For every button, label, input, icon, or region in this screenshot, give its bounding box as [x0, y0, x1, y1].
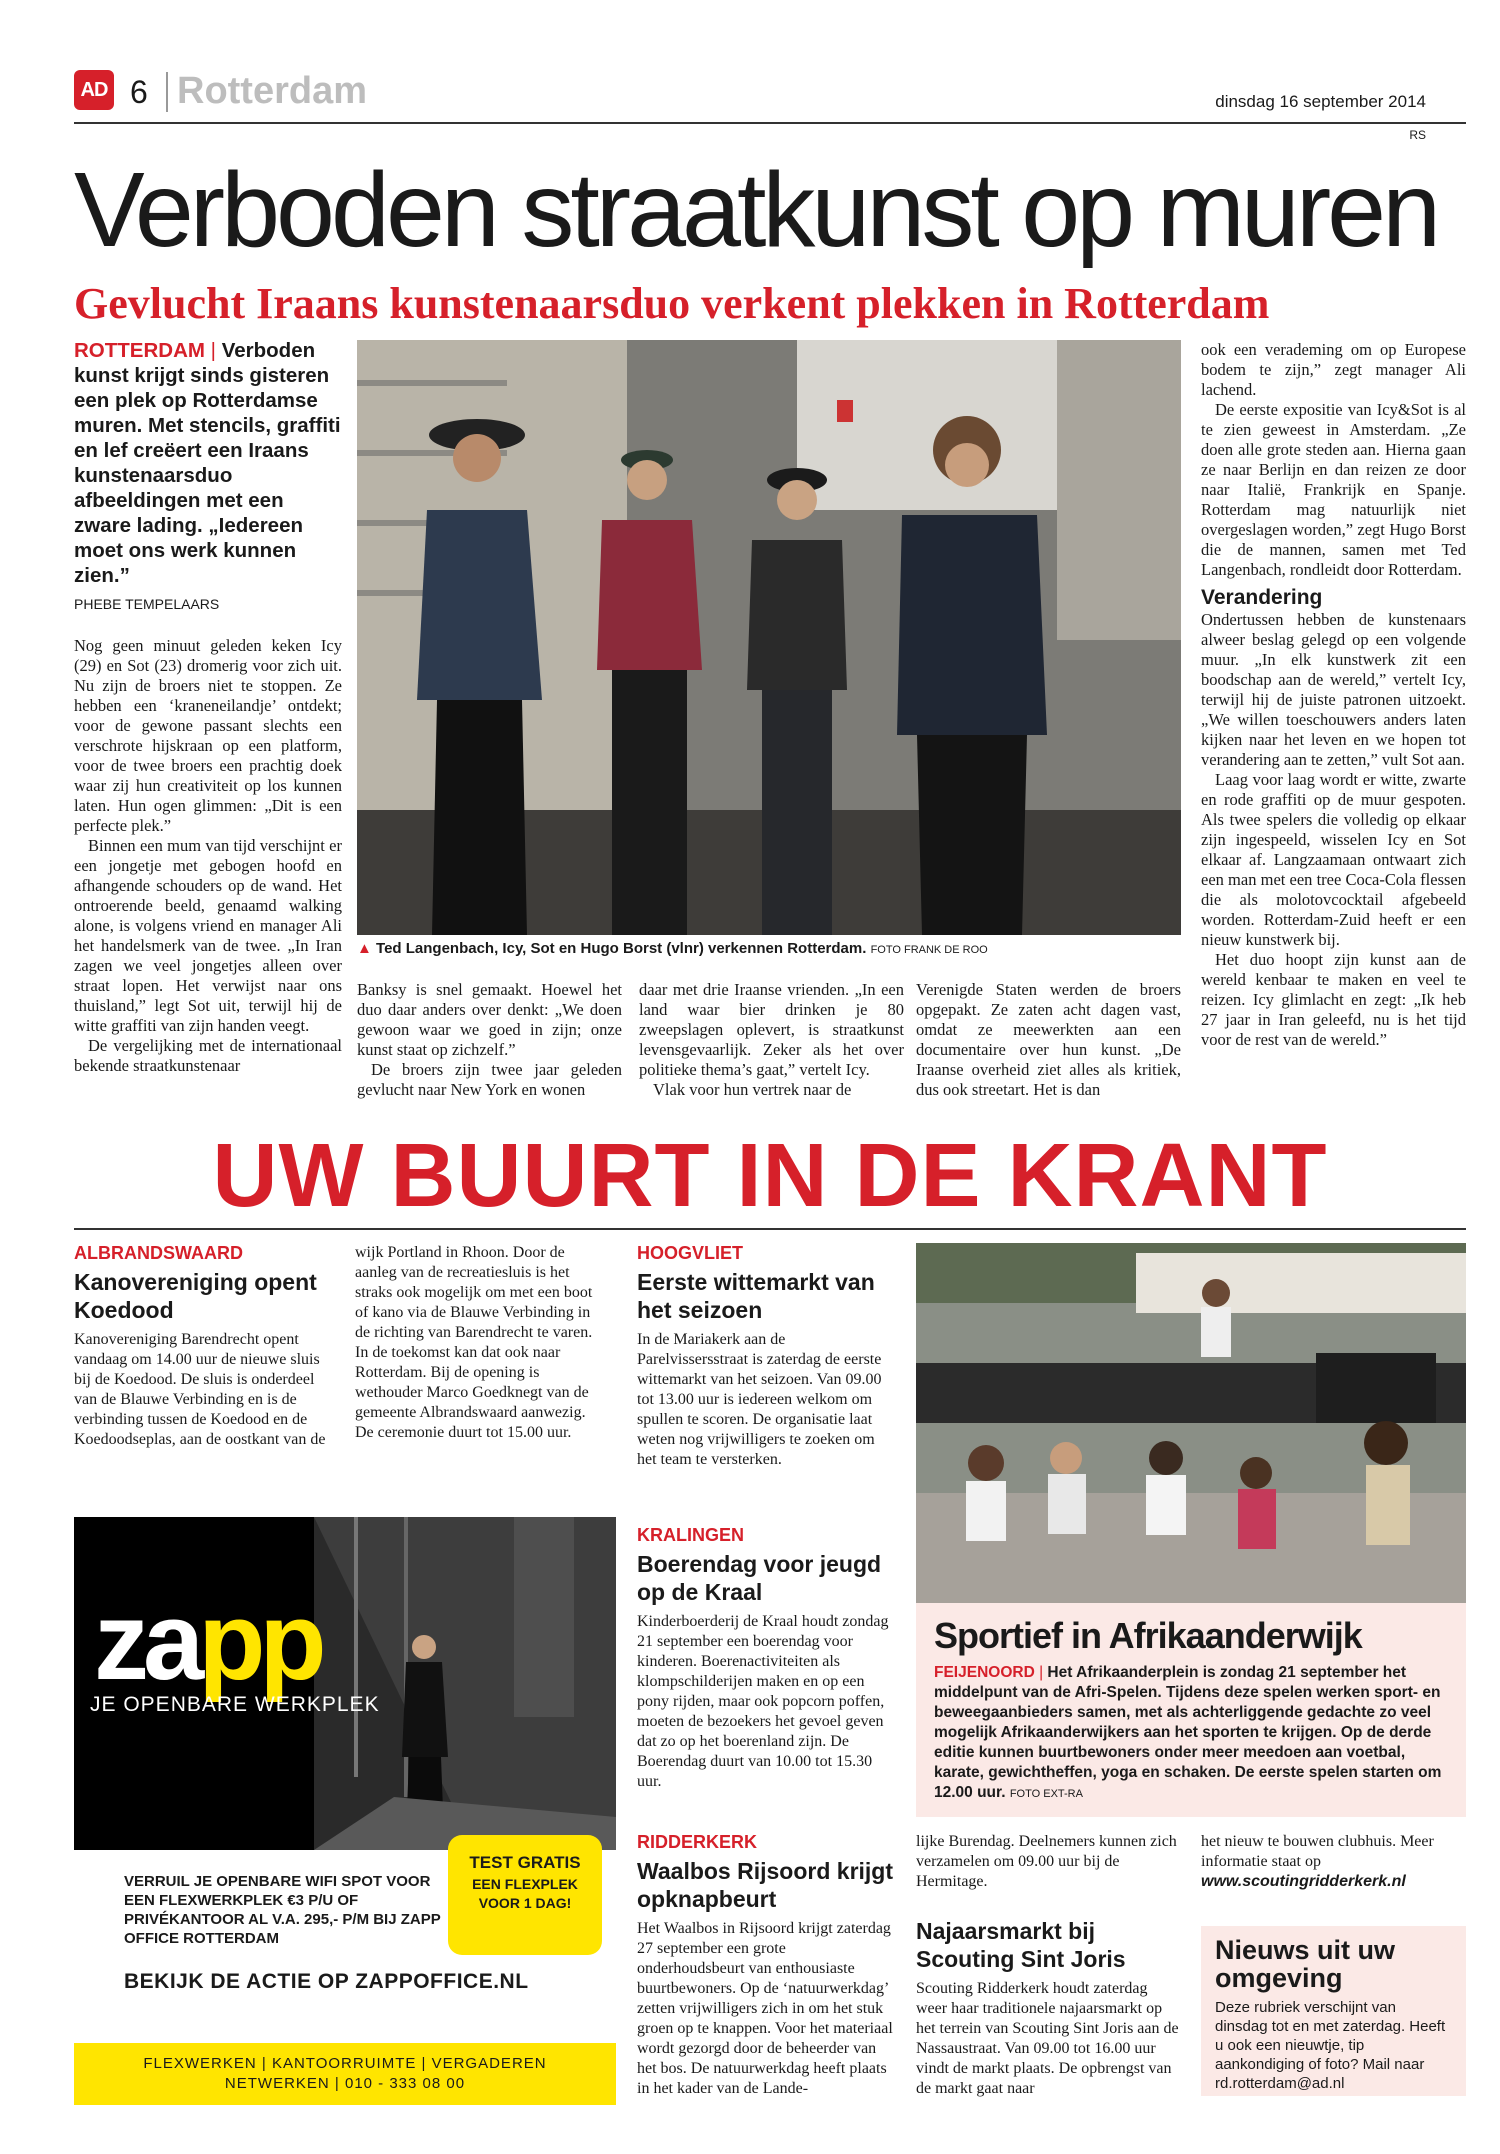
lead-text: Verboden kunst krijgt sinds gisteren een plek op Rotterdamse muren. Met stencils, graffiti en lef creëert een Iraans kunstenaarsduo afbeeldingen met een zware lading. „Iedereen moet ons werk kunnen zien.”	[74, 339, 341, 587]
ad-bubble-text: EEN FLEXPLEK VOOR 1 DAG!	[472, 1876, 578, 1911]
article-column-5	[1201, 340, 1466, 1050]
feature-text: FEIJENOORD | Het Afrikaanderplein is zondag 21 september het middelpunt van de Afri-Spelen. Tijdens deze spelen werken sport- en beweegaanbieders samen, met als achterliggende gedachte zo veel mogelijk Afrikaanderwijkers aan het sporten te krijgen. Op de derde editie kunnen buurtbewoners onder meer meedoen aan voetbal, karate, gewichtheffen, yoga en schaken. De eerste spelen starten om 12.00 uur. FOTO EXT-RA	[934, 1664, 1442, 1801]
zapp-logo: zapp	[94, 1580, 321, 1703]
article-subhead: Verandering	[1201, 586, 1323, 609]
nieuws-title: Nieuws uit uw omgeving	[1215, 1935, 1396, 1993]
paragraph: Het duo hoopt zijn kunst aan de wereld kenbaar te maken en veel te reizen. Icy glimlacht en zegt: „Ik heb 27 jaar in Iran geleefd, nu is het tijd voor de rest van de wereld.”	[1201, 950, 1466, 1049]
ad-footer-line: FLEXWERKEN | KANTOORRUIMTE | VERGADEREN	[143, 2055, 547, 2072]
paragraph: daar met drie Iraanse vrienden. „In een land waar bier drinken je 80 zweepslagen oplevert, is straatkunst levensgevaarlijk. Zeker als het over politieke thema’s gaat,” vertelt Icy.	[639, 980, 904, 1079]
paragraph: De broers zijn twee jaar geleden gevlucht naar New York en wonen	[357, 1060, 622, 1099]
paragraph: Ondertussen hebben de kunstenaars alweer beslag gelegd op een volgende muur. „In elk kunstwerk zit een boodschap aan de wereld,” vertelt Icy, terwijl hij de juiste patronen uitzoekt. „We willen toeschouwers anders laten kijken naar het leven en we hopen tot verandering aan te zetten,” vult Sot aan.	[1201, 610, 1466, 769]
ad-offer: VERRUIL JE OPENBARE WIFI SPOT VOOR EEN FLEXWERKPLEK €3 P/U OF PRIVÉKANTOOR AL V.A. 295,- P/M BIJ ZAPP OFFICE ROTTERDAM	[124, 1873, 441, 1947]
ad-logo: AD	[74, 70, 114, 110]
news-item-albrandswaard	[74, 1243, 336, 1450]
section-title: Rotterdam	[177, 70, 368, 112]
caption-triangle-icon: ▲	[357, 940, 372, 957]
edition-code: RS	[1409, 128, 1426, 142]
article-column-3	[639, 980, 904, 1100]
nieuws-box	[1201, 1926, 1466, 2096]
ad-office-image	[314, 1517, 616, 1850]
lead-kicker: ROTTERDAM	[74, 339, 205, 362]
news-text-continued: wijk Portland in Rhoon. Door de aanleg van de recreatiesluis is het straks ook mogelijk om met een boot of kano via de Blauwe Verbinding in de richting van Barendrecht te varen. In de toekomst kan dat ook naar Rotterdam. Bij de opening is wethouder Marco Goedknegt van de gemeente Albrandswaard aanwezig. De ceremonie duurt tot 15.00 uur.	[355, 1244, 593, 1441]
website-link[interactable]: www.scoutingridderkerk.nl	[1201, 1873, 1406, 1890]
paragraph: Laag voor laag wordt er witte, zwarte en rode graffiti op de muur gespoten. Als twee spelers die volledig op elkaar zijn ingespeeld, wisselen Icy en Sot elkaar af. Langzaamaan ontwaart zich een man met een tree Coca-Cola flessen die als molotovcocktail afgebeeld worden. Rotterdam-Zuid heeft er een nieuw kunstwerk bij.	[1201, 770, 1466, 949]
article-column-1	[74, 636, 342, 1076]
article-headline: Verboden straatkunst op muren	[74, 151, 1438, 269]
byline: PHEBE TEMPELAARS	[74, 596, 220, 612]
news-text: Kinderboerderij de Kraal houdt zondag 21 september een boerendag voor kinderen. Boerenactiviteiten als klompschilderijen maken en op een pony rijden, maar ook popcorn poffen, moeten de bezoekers het gevoel geven dat zo op het boerenland zijn. De Boerendag duurt van 10.00 tot 15.30 uur.	[637, 1613, 889, 1790]
paragraph: Binnen een mum van tijd verschijnt er een jongetje met gebogen hoofd en afhangende schouders op de wand. Het ontroerende beeld, genaamd walking alone, is volgens vriend en manager Ali het handelsmerk van de twee. „In Iran zagen we veel jongetjes alleen over straat lopen. Het verwijst naar ons thuisland,” legt Sot uit, terwijl hij de witte graffiti van zijn handen veegt.	[74, 836, 342, 1035]
news-text: Scouting Ridderkerk houdt zaterdag weer haar traditionele najaarsmarkt op het terrein van Scouting Sint Joris aan de Nassaustraat. Van 09.00 tot 16.00 uur vindt de markt plaats. De opbrengst van de markt gaat naar	[916, 1980, 1179, 2097]
photo-caption	[357, 940, 988, 957]
issue-date: dinsdag 16 september 2014	[1215, 92, 1426, 111]
article-column-2	[357, 980, 622, 1100]
paragraph: De vergelijking met de internationaal bekende straatkunstenaar	[74, 1036, 342, 1075]
zapp-advertisement[interactable]	[74, 1517, 616, 2105]
paragraph: Banksy is snel gemaakt. Hoewel het duo daar anders over denkt: „We doen gewoon waar we goed in zijn; onze kunst staat op zichzelf.”	[357, 980, 622, 1059]
paragraph: De eerste expositie van Icy&Sot is al te zien geweest in Amsterdam. „Ze doen alle grote steden aan. Hierna gaan ze naar Berlijn en dan reizen ze door naar Italië, Frankrijk en Spanje. Rotterdam mag natuurlijk niet overgeslagen worden,” zegt Hugo Borst die de mannen, samen met Ted Langenbach, rondleidt door Rotterdam.	[1201, 400, 1466, 579]
paragraph: Vlak voor hun vertrek naar de	[653, 1080, 852, 1099]
paragraph: Nog geen minuut geleden keken Icy (29) en Sot (23) dromerig voor zich uit. Nu zijn de broers niet te stoppen. Ze hebben een ‘kraneneilandje’ ontdekt; voor de gewone passant slechts een verschrote hijskraan op een platform, voor de twee broers een prachtig doek waar zij hun creativiteit op los kunnen laten. Hun ogen glimmen: „Dit is een perfecte plek.”	[74, 636, 342, 835]
news-item-kralingen	[637, 1525, 895, 1792]
news-title: Najaarsmarkt bij Scouting Sint Joris	[916, 1918, 1126, 1972]
news-item-hoogvliet	[637, 1243, 895, 1470]
ad-footer-line: NETWERKEN | 010 - 333 08 00	[224, 2075, 466, 2092]
news-kicker: HOOGVLIET	[637, 1243, 744, 1263]
news-text-continued	[1201, 1832, 1466, 1892]
feature-credit: FOTO EXT-RA	[1009, 1788, 1083, 1800]
ad-tagline: JE OPENBARE WERKPLEK	[90, 1693, 380, 1716]
ad-footer	[74, 2043, 616, 2105]
article-subheadline: Gevlucht Iraans kunstenaarsduo verkent plekken in Rotterdam	[74, 279, 1270, 328]
article-photo	[357, 340, 1181, 935]
ad-cta[interactable]: BEKIJK DE ACTIE OP ZAPPOFFICE.NL	[124, 1970, 529, 1993]
article-column-4	[916, 980, 1181, 1100]
feature-title: Sportief in Afrikaanderwijk	[934, 1615, 1362, 1656]
banner-rule	[74, 1228, 1466, 1230]
news-title: Kanovereniging opent Koedood	[74, 1269, 317, 1323]
lead-block	[74, 338, 342, 612]
header-divider	[166, 72, 168, 112]
news-title: Waalbos Rijsoord krijgt opknapbeurt	[637, 1858, 894, 1912]
news-item-scouting	[916, 1913, 1181, 2099]
nieuws-text: Deze rubriek verschijnt van dinsdag tot en met zaterdag. Heeft u ook een nieuwtje, tip aankondiging of foto? Mail naar rd.rotterdam@ad.nl	[1215, 1999, 1446, 2092]
paragraph: ook een verademing om op Europese bodem te zijn,” zegt manager Ali lachend.	[1201, 340, 1466, 399]
news-text: Het Waalbos in Rijsoord krijgt zaterdag 27 september een grote onderhoudsbeurt van enthousiaste buurtbewoners. Op de ‘natuurwerkdag’ zetten vrijwilligers zich in om het stuk groen op te knappen. Voor het materiaal wordt gezorgd door de beheerder van het bos. De natuurwerkdag heeft plaats in het kader van de Lande-	[637, 1920, 893, 2097]
news-title: Eerste wittemarkt van het seizoen	[637, 1269, 875, 1323]
article-lead: ROTTERDAM | Verboden kunst krijgt sinds gisteren een plek op Rotterdamse muren. Met stencils, graffiti en lef creëert een Iraans kunstenaarsduo afbeeldingen met een zware lading. „Iedereen moet ons werk kunnen zien.”	[74, 339, 341, 587]
news-text: het nieuw te bouwen clubhuis. Meer informatie staat op	[1201, 1833, 1434, 1870]
header-rule	[74, 122, 1466, 124]
news-text-continued: lijke Burendag. Deelnemers kunnen zich verzamelen om 09.00 uur bij de Hermitage.	[916, 1833, 1177, 1890]
news-kicker: ALBRANDSWAARD	[74, 1243, 243, 1263]
news-text: In de Mariakerk aan de Parelvissersstraat is zaterdag de eerste wittemarkt van het seizoen. Van 09.00 tot 13.00 uur is iedereen welkom om spullen te scoren. De organisatie laat weten nog vrijwilligers te zoeken om het team te versterken.	[637, 1331, 882, 1468]
news-kicker: RIDDERKERK	[637, 1832, 758, 1852]
feature-kicker: FEIJENOORD	[934, 1664, 1035, 1681]
photo-credit: FOTO FRANK DE ROO	[870, 944, 988, 956]
page-number: 6	[130, 74, 148, 110]
feature-body: Het Afrikaanderplein is zondag 21 september het middelpunt van de Afri-Spelen. Tijdens deze spelen werken sport- en beweegaanbieders samen, met als achterliggende gedachte zo veel mogelijk Afrikaanderwijkers aan het sporten te krijgen. Op de derde editie kunnen buurtbewoners onder meer meedoen aan voetbal, karate, gewichtheffen, yoga en schaken. De eerste spelen starten om 12.00 uur.	[934, 1664, 1442, 1801]
ad-bubble-title: TEST GRATIS	[469, 1853, 581, 1872]
caption-text: Ted Langenbach, Icy, Sot en Hugo Borst (vlnr) verkennen Rotterdam.	[376, 940, 867, 957]
feature-box	[916, 1603, 1466, 1817]
ad-bubble	[448, 1835, 602, 1955]
section-banner: UW BUURT IN DE KRANT	[212, 1126, 1328, 1226]
news-title: Boerendag voor jeugd op de Kraal	[637, 1551, 882, 1605]
feature-photo	[916, 1243, 1466, 1603]
news-text: Kanovereniging Barendrecht opent vandaag om 14.00 uur de nieuwe sluis bij de Koedood. De sluis is onderdeel van de Blauwe Verbinding en is de verbinding tussen de Koedood en de Koedoodseplas, aan de oostkant van de	[74, 1331, 326, 1448]
news-item-ridderkerk	[637, 1832, 895, 2099]
paragraph: Verenigde Staten werden de broers opgepakt. Ze zaten acht dagen vast, omdat ze meewerkten aan een documentaire over hun kunst. „De Iraanse overheid ziet alles als kritiek, dus ook streetart. Het is dan	[916, 980, 1181, 1099]
news-kicker: KRALINGEN	[637, 1525, 744, 1545]
